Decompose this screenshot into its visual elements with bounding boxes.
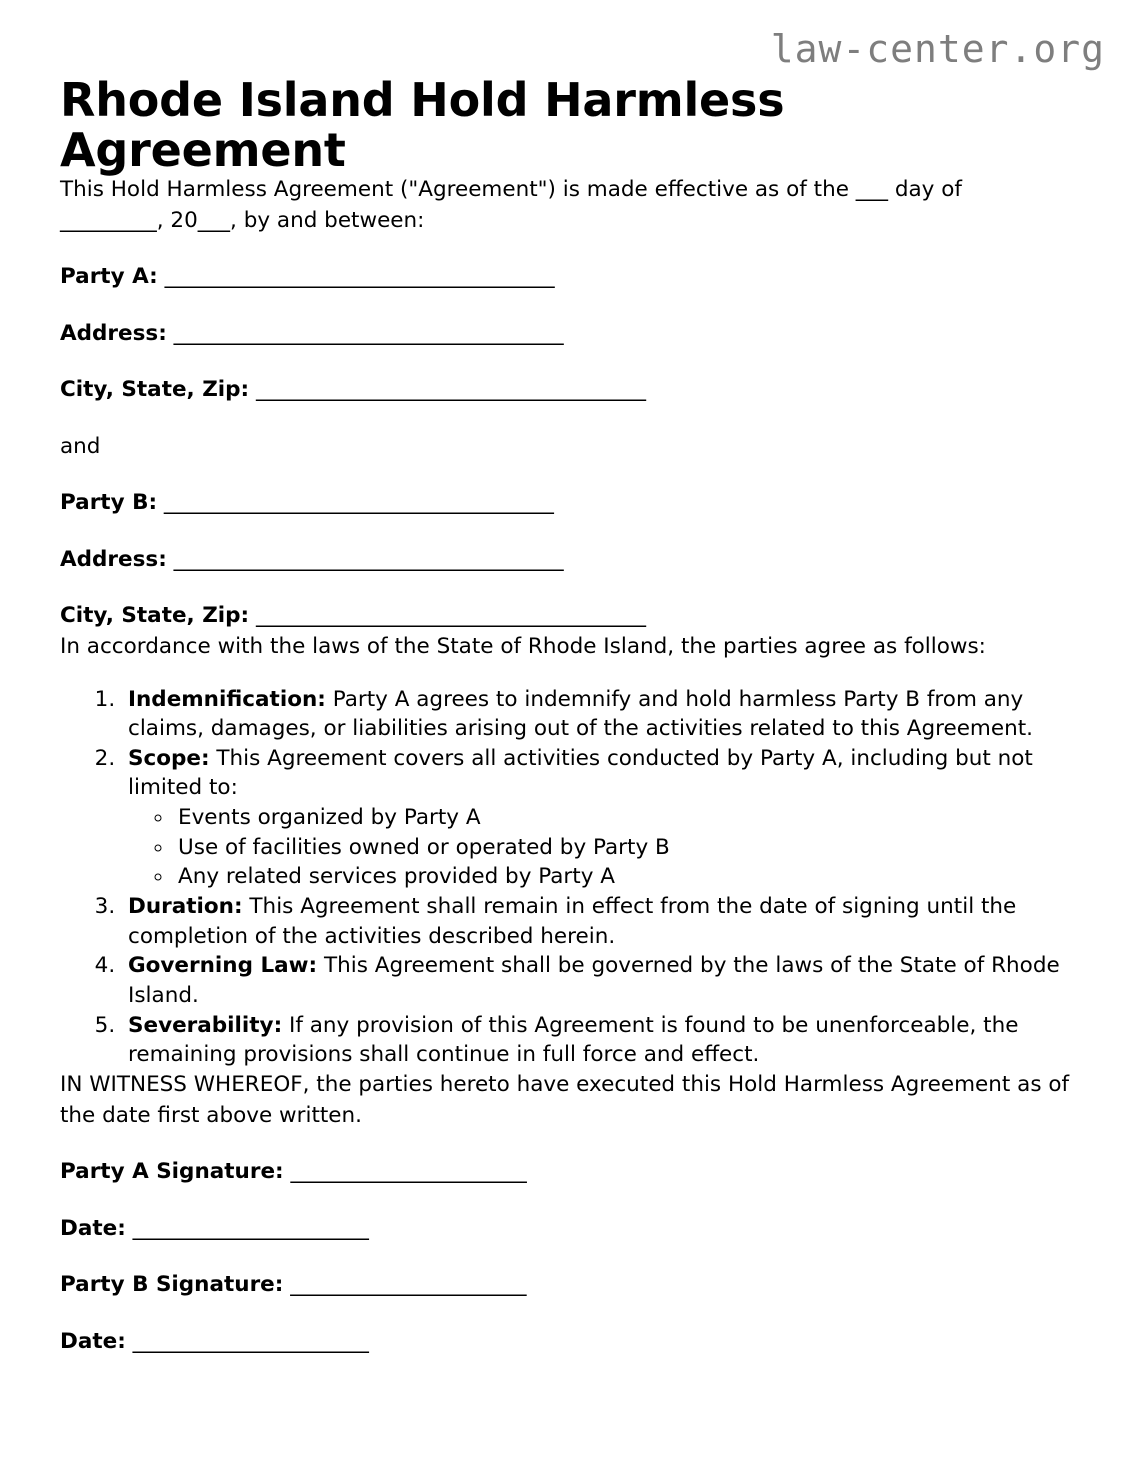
party-b-signature-blank[interactable]: _______________________: [290, 1272, 526, 1298]
intro-line-2: _________, 20___, by and between:: [60, 207, 425, 233]
party-b-city-blank[interactable]: ______________________________________: [256, 603, 646, 629]
party-a-name-blank[interactable]: ______________________________________: [164, 264, 555, 290]
accordance-paragraph: In accordance with the laws of the State of Rhode Island, the parties agree as follows:: [60, 633, 986, 659]
party-a-city-field[interactable]: [60, 375, 1073, 406]
terms-list: [60, 685, 1073, 1071]
term-name: Severability:: [128, 1012, 283, 1038]
party-b-name-label: Party B:: [60, 490, 158, 516]
party-a-address-blank[interactable]: ______________________________________: [173, 320, 564, 346]
party-a-signature-field[interactable]: [60, 1157, 1073, 1188]
party-a-address-label: Address:: [60, 320, 167, 346]
term-text: If any provision of this Agreement is found to be unenforceable, the remaining provisions shall continue in full force and effect.: [128, 1012, 1019, 1068]
term-text: This Agreement shall be governed by the laws of the State of Rhode Island.: [128, 953, 1060, 1009]
party-a-name-field[interactable]: [60, 262, 1073, 293]
party-a-name-label: Party A:: [60, 264, 158, 290]
site-watermark: law-center.org: [770, 27, 1105, 71]
intro-paragraph: [60, 175, 1005, 236]
intro-line-1: This Hold Harmless Agreement ("Agreement") is made effective as of the ___ day of: [60, 177, 962, 203]
list-item: ◦ Any related services provided by Party A: [174, 862, 1073, 892]
term-name: Duration:: [128, 894, 243, 920]
party-b-date-blank[interactable]: _______________________: [132, 1328, 369, 1354]
party-b-address-label: Address:: [60, 546, 167, 572]
term-name: Indemnification:: [128, 686, 326, 712]
list-item: [122, 685, 1073, 744]
party-a-city-label: City, State, Zip:: [60, 377, 250, 403]
party-a-city-blank[interactable]: ______________________________________: [256, 377, 646, 403]
list-item: [122, 892, 1073, 951]
list-item: ◦ Use of facilities owned or operated by Party B: [174, 833, 1073, 863]
list-item: [122, 1011, 1073, 1070]
party-b-signature-label: Party B Signature:: [60, 1272, 284, 1298]
party-b-address-field[interactable]: [60, 545, 1073, 576]
term-text: This Agreement shall remain in effect from the date of signing until the completion of the activities described herein.: [128, 894, 1017, 949]
party-b-name-field[interactable]: [60, 488, 1073, 519]
party-a-date-field[interactable]: [60, 1214, 1073, 1245]
party-a-signature-label: Party A Signature:: [60, 1159, 284, 1185]
term-name: Governing Law:: [128, 953, 318, 979]
party-b-date-field[interactable]: [60, 1327, 1073, 1358]
party-b-city-field[interactable]: [60, 601, 1073, 632]
term-text: Party A agrees to indemnify and hold harmless Party B from any claims, damages, or liabilities arising out of the activities related to this Agreement.: [128, 686, 1033, 742]
party-b-date-label: Date:: [60, 1328, 126, 1354]
scope-subitems-list: [128, 803, 1073, 892]
party-b-address-blank[interactable]: ______________________________________: [173, 546, 564, 572]
list-item: [122, 744, 1073, 892]
witness-paragraph: IN WITNESS WHEREOF, the parties hereto have executed this Hold Harmless Agreement as of the date first above written.: [60, 1072, 1070, 1128]
list-item: ◦ Events organized by Party A: [174, 803, 1073, 833]
term-text: This Agreement covers all activities conducted by Party A, including but not limited to:: [128, 745, 1033, 801]
party-b-signature-field[interactable]: [60, 1270, 1073, 1301]
party-a-address-field[interactable]: [60, 319, 1073, 350]
party-a-signature-blank[interactable]: _______________________: [290, 1159, 527, 1185]
party-a-date-blank[interactable]: _______________________: [132, 1215, 369, 1241]
party-b-name-blank[interactable]: ______________________________________: [163, 490, 554, 516]
term-name: Scope:: [128, 745, 210, 771]
page-title: Rhode Island Hold Harmless Agreement: [60, 73, 785, 177]
party-a-date-label: Date:: [60, 1215, 126, 1241]
conjunction-and: and: [60, 433, 101, 459]
signature-block: [60, 1157, 1073, 1357]
list-item: [122, 951, 1073, 1010]
party-b-city-label: City, State, Zip:: [60, 603, 250, 629]
